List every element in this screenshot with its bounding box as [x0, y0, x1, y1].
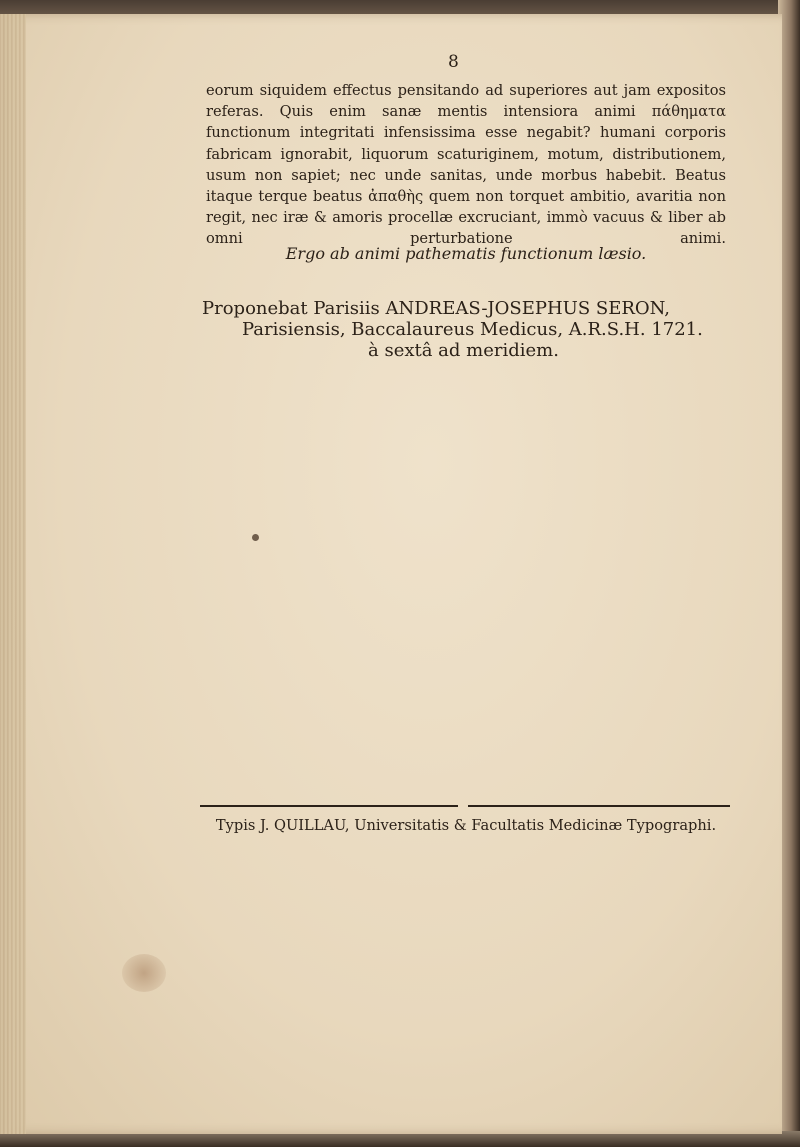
proponebat-line-3: à sextâ ad meridiem. — [368, 340, 559, 361]
proponebat-block — [202, 298, 732, 361]
proponebat-line-1: Proponebat Parisiis ANDREAS-JOSEPHUS SERON, — [202, 298, 670, 319]
page-gutter — [0, 14, 26, 1134]
document-page — [0, 14, 782, 1134]
divider-rule-left — [200, 805, 458, 807]
ink-speck — [252, 534, 259, 541]
thesis-conclusion: Ergo ab animi pathematis functionum læsio. — [285, 244, 647, 263]
divider-rule-right — [468, 805, 730, 807]
paper-stain — [122, 954, 166, 992]
page-number: 8 — [448, 52, 459, 72]
printer-imprint: Typis J. QUILLAU, Universitatis & Facultatis Medicinæ Typographi. — [215, 817, 717, 834]
body-paragraph: eorum siquidem effectus pensitando ad superiores aut jam expositos referas. Quis enim sanæ mentis intensiora animi πάθηματα functionum integritati infensissima esse negabit? humani corporis fabricam ignorabit, liquorum scaturiginem, motum, distributionem, usum non sapiet; nec unde sanitas, unde morbus habebit. Beatus itaque terque beatus ἀπαθὴς quem non torquet ambitio, avaritia non regit, nec iræ & amoris procellæ excruciant, immò vacuus & liber ab omni perturbatione animi. — [206, 82, 726, 248]
proponebat-line-2: Parisiensis, Baccalaureus Medicus, A.R.S.H. 1721. — [242, 319, 703, 340]
